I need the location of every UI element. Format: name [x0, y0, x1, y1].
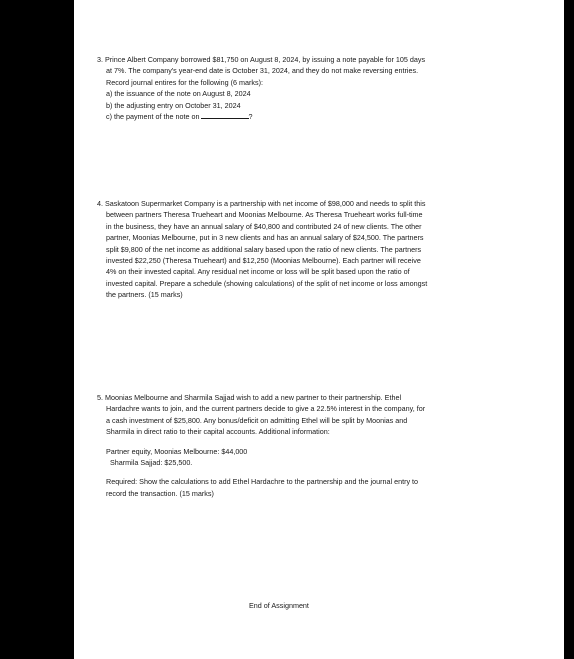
required-line: Required: Show the calculations to add Ethel Hardachre to the partnership and the journal entry to	[106, 477, 419, 487]
required-line: record the transaction. (15 marks)	[106, 488, 214, 498]
end-of-assignment: End of Assignment	[249, 601, 309, 610]
q3-line: 3. Prince Albert Company borrowed $81,750 on August 8, 2024, by issuing a note payable for 105 days	[97, 55, 426, 64]
right-black-border	[564, 0, 574, 659]
q4-line: 4. Saskatoon Supermarket Company is a partnership with net income of $98,000 and needs to split this	[97, 199, 426, 208]
partner-equity-moonias: Partner equity, Moonias Melbourne: $44,000	[106, 446, 248, 456]
q4-line: 4% on their invested capital. Any residual net income or loss will be split based upon the ratio of	[106, 267, 410, 277]
q5-line: a cash investment of $25,800. Any bonus/deficit on admitting Ethel will be split by Moonias and	[106, 415, 408, 425]
q3-part-c	[97, 111, 517, 122]
q4-line: between partners Theresa Trueheart and Moonias Melbourne. As Theresa Trueheart works full-time	[106, 210, 423, 220]
q4-line: the partners. (15 marks)	[106, 290, 183, 300]
q4-line: split $9,800 of the net income as additional salary based upon the ratio of new clients. The partners	[106, 244, 422, 254]
left-black-border	[0, 0, 74, 659]
q5-line: Hardachre wants to join, and the current partners decide to give a 22.5% interest in the company, for	[106, 404, 426, 414]
q5-line: Sharmila in direct ratio to their capital accounts. Additional information:	[106, 427, 330, 437]
answer-blank	[201, 112, 249, 119]
q3-line: at 7%. The company's year-end date is October 31, 2024, and they do not make reversing entries.	[106, 66, 419, 76]
q3-part-c-text: c) the payment of the note on	[106, 112, 200, 122]
question-5	[97, 392, 517, 499]
q4-line: invested capital. Prepare a schedule (showing calculations) of the split of net income or loss amongst	[106, 278, 428, 288]
document-page	[74, 0, 564, 659]
q4-line: in the business, they have an annual salary of $40,800 and contributed 24 of new clients. The other	[106, 221, 422, 231]
q5-line: 5. Moonias Melbourne and Sharmila Sajjad wish to add a new partner to their partnership. Ethel	[97, 393, 402, 402]
partner-equity-sharmila: Sharmila Sajjad: $25,500.	[110, 458, 193, 468]
q3-line: Record journal entires for the following (6 marks):	[106, 77, 263, 87]
q4-line: invested $22,250 (Theresa Trueheart) and $12,250 (Moonias Melbourne). Each partner will receive	[106, 256, 421, 266]
q3-part-a: a) the issuance of the note on August 8, 2024	[106, 89, 251, 99]
question-3	[97, 54, 517, 122]
q4-line: partner, Moonias Melbourne, put in 3 new clients and has an annual salary of $24,500. The partners	[106, 233, 424, 243]
q3-part-c-question-mark: ?	[248, 112, 253, 122]
question-4	[97, 198, 517, 301]
q3-part-b: b) the adjusting entry on October 31, 2024	[106, 100, 241, 110]
